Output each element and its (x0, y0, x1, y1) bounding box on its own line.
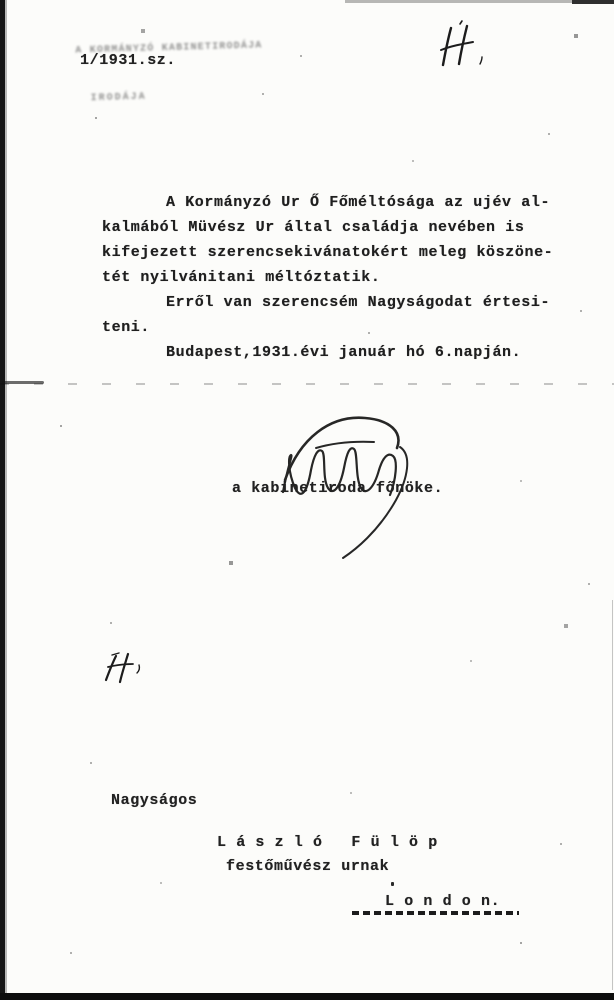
scan-edge-bottom (0, 993, 614, 1000)
scan-edge-top-corner (572, 0, 614, 4)
city-dashed-underline (352, 911, 519, 915)
scan-edge-right (612, 600, 613, 990)
office-stamp-line1: A KORMÁNYZÓ KABINETIRODÁJA (75, 40, 263, 57)
office-stamp-line2: IRODÁJA (90, 91, 147, 105)
body-line: tét nyilvánitani méltóztatik. (102, 269, 381, 286)
scan-edge-left-shadow (5, 0, 7, 1000)
paper-fold-mark (2, 381, 44, 384)
recipient-title: festőművész urnak (226, 858, 390, 875)
body-line-dateline: Budapest,1931.évi január hó 6.napján. (166, 344, 522, 361)
stray-ink-dot (391, 882, 394, 886)
reference-number: 1/1931.sz. (80, 52, 177, 69)
paper-fold-line (0, 383, 614, 385)
body-line: kifejezett szerencsekivánatokért meleg köszöne- (102, 244, 554, 261)
letter-body (102, 190, 572, 365)
recipient-name: L á s z l ó F ü l ö p (217, 834, 438, 851)
body-line: teni. (102, 319, 151, 336)
body-line: Erről van szerencsém Nagyságodat értesi- (166, 294, 551, 311)
body-line: A Kormányzó Ur Ő Főméltósága az ujév al- (166, 194, 551, 211)
address-salutation: Nagyságos (111, 792, 198, 809)
handwritten-h-mark-top (436, 18, 494, 74)
body-line: kalmából Müvész Ur által családja nevében is (102, 219, 525, 236)
office-stamp (74, 6, 265, 139)
handwritten-h-mark-middle (98, 646, 146, 698)
signature-caption: a kabinetiroda főnöke. (232, 480, 444, 497)
address-city: L o n d o n. (385, 893, 501, 910)
scan-edge-top (345, 0, 577, 3)
scan-noise-specks (0, 0, 2, 2)
